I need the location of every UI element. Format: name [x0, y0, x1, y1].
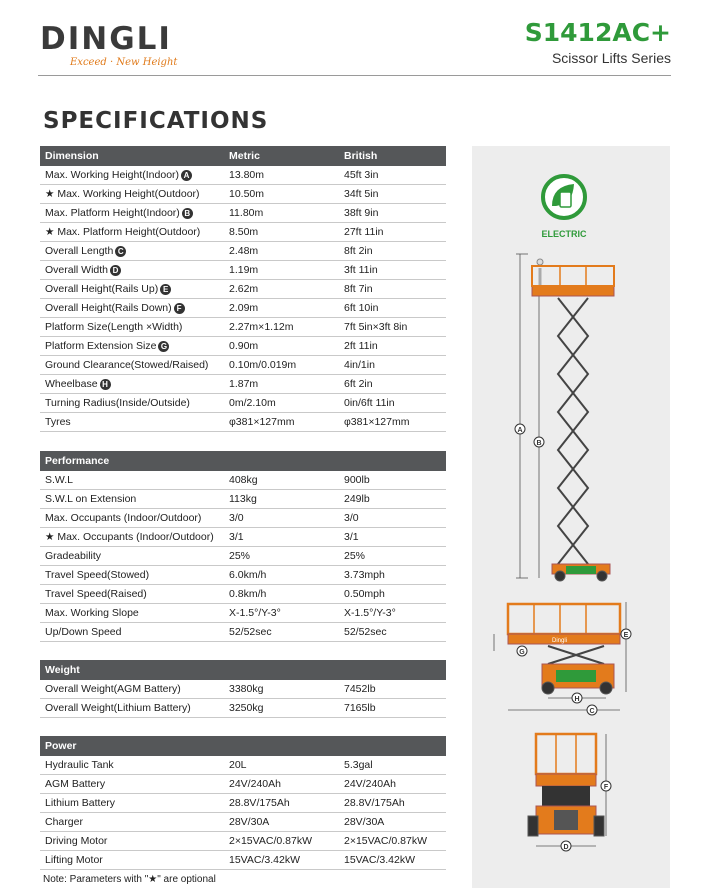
metric-value: [227, 188, 344, 200]
cell-text: 2.09m: [229, 302, 259, 314]
cell-text: Overall Length: [45, 245, 114, 257]
electric-badge: [542, 176, 588, 239]
model-subtitle: Scissor Lifts Series: [551, 50, 671, 66]
cell-text: 8ft 2in: [344, 245, 373, 257]
table-row: [40, 699, 446, 718]
british-value: [344, 359, 446, 371]
metric-value: [227, 359, 344, 371]
cell-text: Platform Extension Size: [45, 340, 157, 352]
cell-text: Overall Height(Rails Up): [45, 283, 159, 295]
metric-value: [227, 416, 344, 428]
cell-text: 25%: [229, 550, 251, 562]
cell-text: X-1.5°/Y-3°: [229, 607, 281, 619]
model-block: [525, 18, 671, 66]
row-label: [40, 778, 227, 790]
cell-text: 0in/6ft 11in: [344, 397, 395, 409]
row-label: [40, 226, 227, 238]
table-row: [40, 337, 446, 356]
table-row: [40, 223, 446, 242]
cell-text: 900lb: [344, 474, 370, 486]
cell-text: 2.48m: [229, 245, 259, 257]
metric-value: [227, 397, 344, 409]
cell-text: 0.8km/h: [229, 588, 267, 600]
row-label: [40, 416, 227, 428]
power-table: [40, 736, 446, 870]
metric-value: [227, 607, 344, 619]
cell-text: Travel Speed(Stowed): [45, 569, 150, 581]
table-row: [40, 318, 446, 337]
cell-text: AGM Battery: [45, 778, 106, 790]
performance-table: [40, 451, 446, 642]
cell-text: ★ Max. Platform Height(Outdoor): [45, 226, 201, 238]
british-value: [344, 397, 446, 409]
cell-text: 52/52sec: [344, 626, 387, 638]
row-label: [40, 816, 227, 828]
cell-text: 2.27m×1.12m: [229, 321, 294, 333]
table-row: [40, 471, 446, 490]
header-cell: Metric: [229, 150, 260, 162]
dim-marker-b: B: [536, 440, 542, 447]
cell-text: 3/1: [344, 531, 359, 543]
metric-value: [227, 493, 344, 505]
cell-text: 8.50m: [229, 226, 259, 238]
cell-text: 45ft 3in: [344, 169, 379, 181]
cell-text: 6ft 10in: [344, 302, 379, 314]
cell-text: 6ft 2in: [344, 378, 373, 390]
british-value: [344, 569, 446, 581]
table-row: [40, 566, 446, 585]
cell-text: φ381×127mm: [344, 416, 410, 428]
row-label: [40, 378, 227, 390]
table-row: [40, 832, 446, 851]
cell-text: Max. Working Slope: [45, 607, 139, 619]
cell-text: Overall Width: [45, 264, 109, 276]
dim-marker-c: C: [589, 708, 595, 715]
cell-text: 24V/240Ah: [229, 778, 281, 790]
table-row: [40, 851, 446, 870]
table-row: [40, 204, 446, 223]
row-label: [40, 340, 227, 352]
metric-value: [227, 550, 344, 562]
table-row: [40, 356, 446, 375]
cell-text: Gradeability: [45, 550, 102, 562]
row-label: [40, 759, 227, 771]
british-value: [344, 550, 446, 562]
table-row: [40, 299, 446, 318]
british-value: [344, 512, 446, 524]
table-row: [40, 547, 446, 566]
header-cell: Dimension: [45, 150, 99, 162]
cell-text: Hydraulic Tank: [45, 759, 114, 771]
british-value: [344, 493, 446, 505]
table-row: [40, 280, 446, 299]
metric-value: [227, 588, 344, 600]
british-value: [344, 226, 446, 238]
cell-text: 408kg: [229, 474, 258, 486]
dimension-marker-icon: E: [160, 284, 171, 295]
brand-tagline: Exceed · New Height: [70, 57, 178, 68]
cell-text: 5.3gal: [344, 759, 373, 771]
row-label: [40, 283, 227, 295]
british-value: [344, 778, 446, 790]
cell-text: 28V/30A: [229, 816, 270, 828]
table-row: [40, 604, 446, 623]
table-row: [40, 242, 446, 261]
header-cell: British: [344, 150, 378, 162]
cell-text: X-1.5°/Y-3°: [344, 607, 396, 619]
row-label: [40, 531, 227, 543]
row-label: [40, 835, 227, 847]
cell-text: Driving Motor: [45, 835, 108, 847]
cell-text: Up/Down Speed: [45, 626, 122, 638]
british-value: [344, 816, 446, 828]
header-divider: [38, 75, 671, 76]
dimension-marker-icon: D: [110, 265, 121, 276]
cell-text: 52/52sec: [229, 626, 272, 638]
row-label: [40, 188, 227, 200]
table-row: [40, 375, 446, 394]
metric-value: [227, 531, 344, 543]
cell-text: 15VAC/3.42kW: [344, 854, 416, 866]
cell-text: φ381×127mm: [229, 416, 295, 428]
cell-text: 7452lb: [344, 683, 376, 695]
british-value: [344, 321, 446, 333]
british-value: [344, 759, 446, 771]
cell-text: 7ft 5in×3ft 8in: [344, 321, 408, 333]
metric-value: [227, 264, 344, 276]
metric-value: [227, 683, 344, 695]
british-value: [344, 626, 446, 638]
cell-text: 3ft 11in: [344, 264, 378, 276]
metric-value: [227, 169, 344, 181]
british-value: [344, 588, 446, 600]
cell-text: 25%: [344, 550, 366, 562]
row-label: [40, 474, 227, 486]
british-value: [344, 169, 446, 181]
dimension-marker-icon: G: [158, 341, 169, 352]
electric-label: ELECTRIC: [541, 229, 587, 239]
metric-value: [227, 759, 344, 771]
cell-text: 2×15VAC/0.87kW: [344, 835, 427, 847]
weight-table: [40, 660, 446, 718]
cell-text: 8ft 7in: [344, 283, 373, 295]
cell-text: 1.19m: [229, 264, 259, 276]
british-value: [344, 683, 446, 695]
row-label: [40, 207, 227, 219]
cell-text: 3/0: [344, 512, 359, 524]
cell-text: Travel Speed(Raised): [45, 588, 147, 600]
metric-value: [227, 283, 344, 295]
row-label: [40, 550, 227, 562]
table-row: [40, 166, 446, 185]
cell-text: 0.50mph: [344, 588, 385, 600]
cell-text: Overall Weight(Lithium Battery): [45, 702, 191, 714]
cell-text: Turning Radius(Inside/Outside): [45, 397, 190, 409]
row-label: [40, 607, 227, 619]
dimension-marker-icon: H: [100, 379, 111, 390]
metric-value: [227, 474, 344, 486]
metric-value: [227, 340, 344, 352]
header-cell: Power: [45, 740, 77, 752]
table-header: [40, 736, 446, 756]
metric-value: [227, 797, 344, 809]
british-value: [344, 340, 446, 352]
british-value: [344, 531, 446, 543]
cell-text: 20L: [229, 759, 247, 771]
cell-text: ★ Max. Working Height(Outdoor): [45, 188, 200, 200]
metric-value: [227, 778, 344, 790]
metric-value: [227, 378, 344, 390]
british-value: [344, 702, 446, 714]
cell-text: 27ft 11in: [344, 226, 384, 238]
model-title: S1412AC+: [524, 18, 671, 47]
cell-text: Platform Size(Length ×Width): [45, 321, 183, 333]
footnote: Note: Parameters with "★" are optional: [43, 874, 216, 885]
cell-text: Max. Platform Height(Indoor): [45, 207, 180, 219]
row-label: [40, 321, 227, 333]
british-value: [344, 188, 446, 200]
cell-text: 249lb: [344, 493, 370, 505]
header-cell: Weight: [45, 664, 80, 676]
cell-text: 2×15VAC/0.87kW: [229, 835, 312, 847]
british-value: [344, 283, 446, 295]
dim-marker-a: A: [517, 427, 523, 434]
cell-text: Max. Working Height(Indoor): [45, 169, 180, 181]
british-value: [344, 797, 446, 809]
dim-marker-h: H: [574, 696, 580, 703]
table-row: [40, 528, 446, 547]
dim-marker-e: E: [623, 632, 629, 639]
table-row: [40, 261, 446, 280]
table-header: [40, 660, 446, 680]
cell-text: 24V/240Ah: [344, 778, 396, 790]
cell-text: Tyres: [45, 416, 71, 428]
row-label: [40, 797, 227, 809]
cell-text: 1.87m: [229, 378, 259, 390]
metric-value: [227, 835, 344, 847]
cell-text: Overall Height(Rails Down): [45, 302, 172, 314]
cell-text: 7165lb: [344, 702, 376, 714]
table-row: [40, 185, 446, 204]
metric-value: [227, 512, 344, 524]
dim-marker-g: G: [519, 649, 525, 656]
british-value: [344, 607, 446, 619]
table-row: [40, 509, 446, 528]
cell-text: S.W.L: [45, 474, 74, 486]
row-label: [40, 493, 227, 505]
table-row: [40, 813, 446, 832]
cell-text: 28.8V/175Ah: [229, 797, 290, 809]
cell-text: 11.80m: [229, 207, 264, 219]
platform-decal: Dingli: [552, 638, 568, 644]
metric-value: [227, 569, 344, 581]
lift-diagrams: [472, 146, 670, 888]
cell-text: 3/1: [229, 531, 244, 543]
table-row: [40, 775, 446, 794]
cell-text: 0m/2.10m: [229, 397, 276, 409]
cell-text: 28.8V/175Ah: [344, 797, 405, 809]
cell-text: Overall Weight(AGM Battery): [45, 683, 181, 695]
british-value: [344, 378, 446, 390]
table-row: [40, 585, 446, 604]
metric-value: [227, 816, 344, 828]
battery-icon: [560, 192, 571, 207]
row-label: [40, 302, 227, 314]
row-label: [40, 702, 227, 714]
british-value: [344, 416, 446, 428]
dimension-marker-icon: A: [181, 170, 192, 181]
cell-text: 13.80m: [229, 169, 265, 181]
header-cell: Performance: [45, 455, 110, 467]
metric-value: [227, 302, 344, 314]
cell-text: 3380kg: [229, 683, 264, 695]
british-value: [344, 245, 446, 257]
cell-text: 15VAC/3.42kW: [229, 854, 301, 866]
cell-text: 2ft 11in: [344, 340, 378, 352]
cell-text: Lithium Battery: [45, 797, 116, 809]
cell-text: 2.62m: [229, 283, 259, 295]
metric-value: [227, 626, 344, 638]
table-row: [40, 756, 446, 775]
cell-text: Max. Occupants (Indoor/Outdoor): [45, 512, 202, 524]
table-header: [40, 146, 446, 166]
brand-logo: [40, 22, 177, 68]
british-value: [344, 474, 446, 486]
row-label: [40, 359, 227, 371]
row-label: [40, 512, 227, 524]
cell-text: 0.10m/0.019m: [229, 359, 297, 371]
row-label: [40, 683, 227, 695]
dimension-marker-icon: B: [182, 208, 193, 219]
table-row: [40, 413, 446, 432]
metric-value: [227, 207, 344, 219]
table-header: [40, 451, 446, 471]
cell-text: 3250kg: [229, 702, 264, 714]
dimension-marker-icon: C: [115, 246, 126, 257]
cell-text: 34ft 5in: [344, 188, 379, 200]
cell-text: Lifting Motor: [45, 854, 103, 866]
metric-value: [227, 226, 344, 238]
dim-marker-d: D: [563, 844, 569, 851]
cell-text: Wheelbase: [45, 378, 98, 390]
side-view-diagram: [494, 602, 631, 715]
row-label: [40, 397, 227, 409]
metric-value: [227, 854, 344, 866]
row-label: [40, 169, 227, 181]
metric-value: [227, 321, 344, 333]
dim-marker-f: F: [603, 784, 609, 791]
metric-value: [227, 245, 344, 257]
table-row: [40, 490, 446, 509]
metric-value: [227, 702, 344, 714]
table-row: [40, 680, 446, 699]
cell-text: 10.50m: [229, 188, 265, 200]
british-value: [344, 835, 446, 847]
cell-text: 3/0: [229, 512, 244, 524]
dimension-table: [40, 146, 446, 432]
row-label: [40, 569, 227, 581]
table-row: [40, 394, 446, 413]
dimension-marker-icon: F: [174, 303, 185, 314]
row-label: [40, 588, 227, 600]
british-value: [344, 302, 446, 314]
cell-text: ★ Max. Occupants (Indoor/Outdoor): [45, 531, 214, 543]
brand-name: DINGLI: [40, 21, 172, 57]
row-label: [40, 245, 227, 257]
cell-text: 0.90m: [229, 340, 259, 352]
row-label: [40, 854, 227, 866]
table-row: [40, 623, 446, 642]
front-view-diagram: [528, 734, 611, 851]
illustration-panel: [472, 146, 670, 888]
table-row: [40, 794, 446, 813]
row-label: [40, 264, 227, 276]
british-value: [344, 264, 446, 276]
cell-text: 28V/30A: [344, 816, 385, 828]
cell-text: 3.73mph: [344, 569, 385, 581]
cell-text: 38ft 9in: [344, 207, 379, 219]
cell-text: 6.0km/h: [229, 569, 267, 581]
raised-lift-diagram: [515, 254, 614, 581]
row-label: [40, 626, 227, 638]
page-title: SPECIFICATIONS: [43, 108, 269, 134]
cell-text: Charger: [45, 816, 83, 828]
british-value: [344, 854, 446, 866]
cell-text: 4in/1in: [344, 359, 375, 371]
cell-text: S.W.L on Extension: [45, 493, 137, 505]
cell-text: 113kg: [229, 493, 257, 505]
cell-text: Ground Clearance(Stowed/Raised): [45, 359, 209, 371]
british-value: [344, 207, 446, 219]
